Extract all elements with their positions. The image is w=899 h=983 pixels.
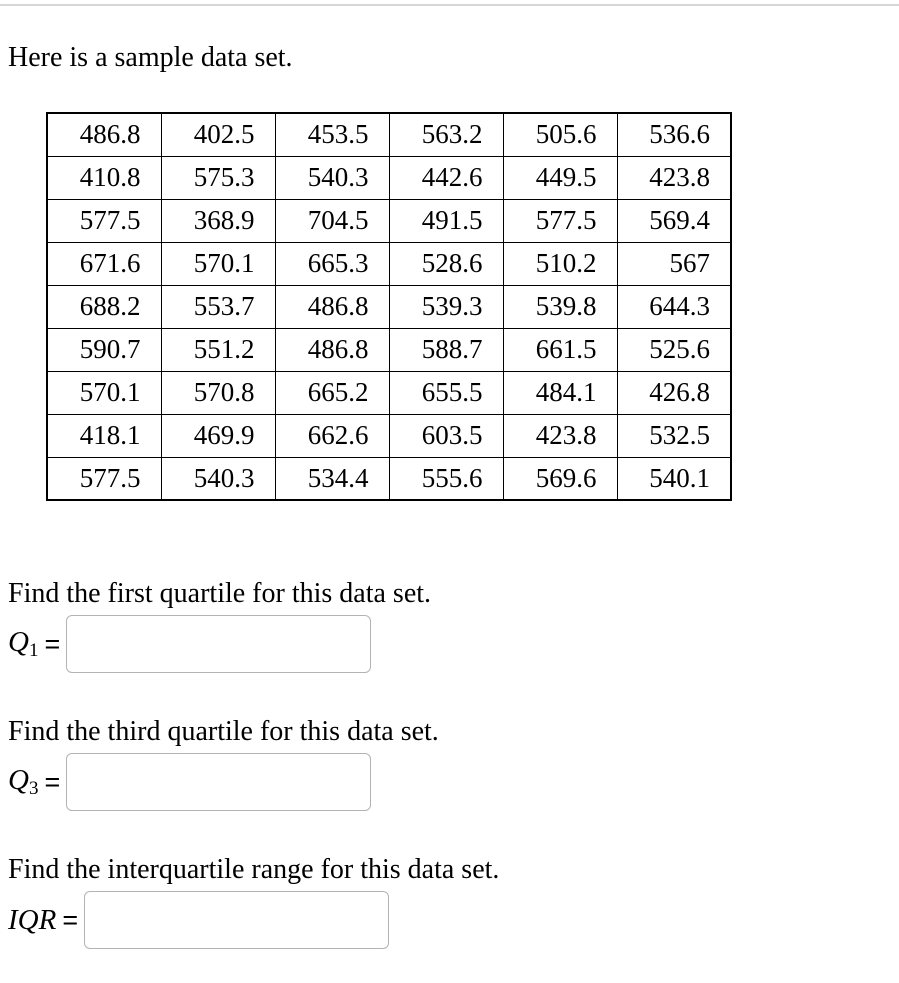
table-cell: 449.5 xyxy=(503,156,617,199)
table-cell: 532.5 xyxy=(617,414,731,457)
q1-symbol: Q xyxy=(8,626,29,658)
table-row xyxy=(47,242,731,285)
q3-symbol: Q xyxy=(8,764,29,796)
table-cell: 540.3 xyxy=(275,156,389,199)
q1-label xyxy=(8,626,38,662)
table-cell: 410.8 xyxy=(47,156,161,199)
table-cell: 486.8 xyxy=(47,113,161,156)
table-cell: 528.6 xyxy=(389,242,503,285)
table-cell: 567 xyxy=(617,242,731,285)
iqr-label: IQR xyxy=(8,903,57,936)
iqr-answer-row xyxy=(8,890,389,950)
table-cell: 577.5 xyxy=(47,457,161,500)
table-cell: 577.5 xyxy=(47,199,161,242)
data-table xyxy=(46,112,732,501)
table-cell: 540.1 xyxy=(617,457,731,500)
table-cell: 539.3 xyxy=(389,285,503,328)
table-cell: 536.6 xyxy=(617,113,731,156)
table-cell: 486.8 xyxy=(275,285,389,328)
table-cell: 575.3 xyxy=(161,156,275,199)
q1-answer-row xyxy=(8,614,371,674)
table-cell: 661.5 xyxy=(503,328,617,371)
table-cell: 671.6 xyxy=(47,242,161,285)
table-cell: 402.5 xyxy=(161,113,275,156)
table-cell: 569.4 xyxy=(617,199,731,242)
table-cell: 665.3 xyxy=(275,242,389,285)
table-row xyxy=(47,156,731,199)
q1-equals: = xyxy=(44,628,61,659)
table-cell: 553.7 xyxy=(161,285,275,328)
table-cell: 551.2 xyxy=(161,328,275,371)
table-cell: 442.6 xyxy=(389,156,503,199)
table-cell: 368.9 xyxy=(161,199,275,242)
table-cell: 418.1 xyxy=(47,414,161,457)
iqr-equals: = xyxy=(62,904,79,935)
table-cell: 577.5 xyxy=(503,199,617,242)
q3-prompt: Find the third quartile for this data set. xyxy=(8,716,439,747)
intro-text: Here is a sample data set. xyxy=(8,42,293,73)
table-cell: 423.8 xyxy=(617,156,731,199)
table-cell: 665.2 xyxy=(275,371,389,414)
table-row xyxy=(47,199,731,242)
table-cell: 662.6 xyxy=(275,414,389,457)
q3-equals: = xyxy=(44,766,61,797)
table-row xyxy=(47,285,731,328)
table-cell: 534.4 xyxy=(275,457,389,500)
table-cell: 704.5 xyxy=(275,199,389,242)
table-cell: 569.6 xyxy=(503,457,617,500)
table-cell: 570.1 xyxy=(161,242,275,285)
table-cell: 469.9 xyxy=(161,414,275,457)
table-cell: 570.1 xyxy=(47,371,161,414)
table-cell: 486.8 xyxy=(275,328,389,371)
table-cell: 510.2 xyxy=(503,242,617,285)
table-row xyxy=(47,457,731,500)
table-cell: 563.2 xyxy=(389,113,503,156)
iqr-prompt: Find the interquartile range for this data set. xyxy=(8,854,500,885)
table-cell: 491.5 xyxy=(389,199,503,242)
table-cell: 423.8 xyxy=(503,414,617,457)
q3-subscript: 3 xyxy=(28,778,39,799)
table-cell: 525.6 xyxy=(617,328,731,371)
table-row xyxy=(47,113,731,156)
table-cell: 505.6 xyxy=(503,113,617,156)
table-cell: 688.2 xyxy=(47,285,161,328)
table-cell: 603.5 xyxy=(389,414,503,457)
q3-answer-row xyxy=(8,752,371,812)
iqr-input[interactable] xyxy=(84,891,389,949)
table-row xyxy=(47,414,731,457)
table-cell: 453.5 xyxy=(275,113,389,156)
table-cell: 540.3 xyxy=(161,457,275,500)
q3-input[interactable] xyxy=(66,753,371,811)
table-cell: 555.6 xyxy=(389,457,503,500)
q3-label xyxy=(8,764,38,800)
data-table-body xyxy=(47,113,731,500)
q1-input[interactable] xyxy=(66,615,371,673)
table-row xyxy=(47,371,731,414)
q1-subscript: 1 xyxy=(28,640,39,661)
table-cell: 484.1 xyxy=(503,371,617,414)
table-cell: 655.5 xyxy=(389,371,503,414)
table-row xyxy=(47,328,731,371)
top-divider xyxy=(0,4,899,6)
table-cell: 570.8 xyxy=(161,371,275,414)
table-cell: 426.8 xyxy=(617,371,731,414)
table-cell: 588.7 xyxy=(389,328,503,371)
table-cell: 539.8 xyxy=(503,285,617,328)
table-cell: 644.3 xyxy=(617,285,731,328)
q1-prompt: Find the first quartile for this data set. xyxy=(8,578,432,609)
table-cell: 590.7 xyxy=(47,328,161,371)
